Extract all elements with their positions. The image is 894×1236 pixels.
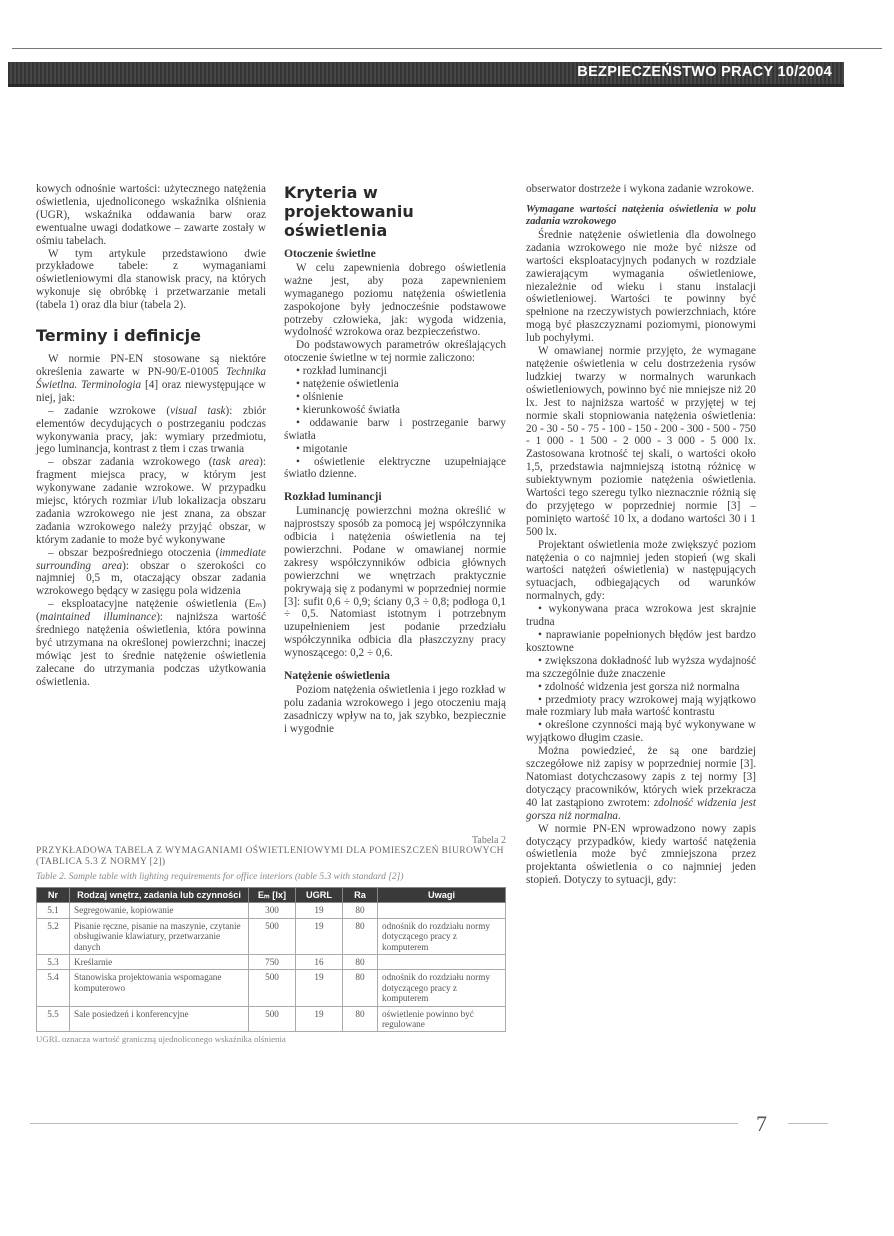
paragraph: W normie PN-EN stosowane są niektóre określenia zawarte w PN-90/E-01005 Technika Świetlna. Terminologia [4] oraz niewystępujące w niej, jak: xyxy=(36,353,266,404)
table-header-row xyxy=(37,888,506,903)
page-number: 7 xyxy=(756,1111,767,1136)
paragraph: Luminancję powierzchni można określić w najprostszy sposób za pomocą jej współczynnika odbicia i natężenia oświetlenia na tej powierzchni. Podane w omawianej normie zakresy współczynników odbicia głównych powierzchni we wnętrzach praktycznie pokrywają się z podanymi w poprzedniej normie [3]: sufit 0,6 ÷ 0,9; ściany 0,3 ÷ 0,8; podłoga 0,1 ÷ 0,5. Natomiast istotnym i potrzebnym uzupełnieniem jest podanie przedziału współczynnika odbicia dla płaszczyzny pracy wynoszącego: 0,2 ÷ 0,6. xyxy=(284,505,506,660)
subsection-title: Natężenie oświetlenia xyxy=(284,669,390,683)
cell-activity: Segregowanie, kopiowanie xyxy=(70,903,249,918)
list-item: • kierunkowość światła xyxy=(296,403,400,416)
top-rule xyxy=(12,48,882,49)
table-row xyxy=(37,903,506,918)
column-3 xyxy=(526,183,756,887)
cell-remarks: oświetlenie powinno być regulowane xyxy=(378,1006,506,1032)
column-header: Nr xyxy=(37,888,70,903)
table-2-block xyxy=(36,835,506,1044)
list-item: • rozkład luminancji xyxy=(296,365,387,378)
lighting-requirements-table xyxy=(36,887,506,1032)
table-row xyxy=(37,918,506,954)
cell-activity: Pisanie ręczne, pisanie na maszynie, czytanie obsługiwanie klawiatury, przetwarzanie danych xyxy=(70,918,249,954)
cell-ugr: 19 xyxy=(296,918,343,954)
subsection-title: Wymagane wartości natężenia oświetlenia w polu zadania wzrokowego xyxy=(526,203,756,227)
cell-nr: 5.3 xyxy=(37,955,70,970)
table-caption-english: Table 2. Sample table with lighting requirements for office interiors (table 5.3 with standard [2]) xyxy=(36,872,404,882)
column-header: Uwagi xyxy=(378,888,506,903)
paragraph: Średnie natężenie oświetlenia dla dowolnego zadania wzrokowego nie może być niższe od wartości eksploatacyjnych podanych w rozdziale zawierającym wymagania oświetleniowe, niezależnie od wieku i stanu instalacji oświetleniowej. Wartości te powinny być spełnione na rzeczywistych powierzchniach, które mogą być płaszczyznami poziomymi, pionowymi lub pochyłymi. xyxy=(526,228,756,345)
subsection-title: Rozkład luminancji xyxy=(284,490,382,504)
paragraph: Projektant oświetlenia może zwiększyć poziom natężenia o co najmniej jeden stopień (wg skali wartości natężeń oświetlenia) w następujących sytuacjach, odbiegających od warunków normalnych, gdy: xyxy=(526,538,756,603)
paragraph: obserwator dostrzeże i wykona zadanie wzrokowe. xyxy=(526,183,755,195)
paragraph: W omawianej normie przyjęto, że wymagane natężenie oświetlenia w celu dostrzeżenia rysów ludzkiej twarzy w normalnych warunkach oświetleniowych, powinno być nie mniejsze niż 20 lx. Jest to najniższa wartość w przyjętej w tej normie skali stopniowania natężenia oświetlenia: 20 - 30 - 50 - 75 - 100 - 150 - 200 - 300 - 500 - 750 - 1 000 - 1 500 - 2 000 - 3 000 - 5 000 lx. Zastosowana krotność tej skali, o wartości około 1,5, przedstawia najmniejszą istotną różnicę w subiektywnym poziomie natężenia oświetlenia. Wartości tego szeregu tylko nieznacznie różnią się do przyjętego w poprzedniej normie [3] – pominięto wartość 10 lx, a dodano wartości 30 i 1 500 lx. xyxy=(526,345,756,538)
table-row xyxy=(37,955,506,970)
list-item: • oświetlenie elektryczne uzupełniające światło dzienne. xyxy=(284,455,506,481)
table-row xyxy=(37,1006,506,1032)
paragraph: Do podstawowych parametrów określających otoczenie świetlne w tej normie zaliczono: xyxy=(284,339,506,365)
table-row xyxy=(37,970,506,1006)
definition: – eksploatacyjne natężenie oświetlenia (Eₘ) (maintained illuminance): najniższa wartość średniego natężenia oświetlenia, która powinna być utrzymana na określonej powierzchni; inaczej mówiąc jest to średnie natężenie oświetlenia zalecane do utrzymania podczas użytkowania oświetlenia. xyxy=(36,598,266,688)
cell-nr: 5.2 xyxy=(37,918,70,954)
list-item: • przedmioty pracy wzrokowej mają wyjątkowo małe rozmiary lub mała wartość kontrastu xyxy=(526,693,756,719)
cell-em: 500 xyxy=(249,918,296,954)
list-item: • zdolność widzenia jest gorsza niż normalna xyxy=(538,680,740,693)
cell-ra: 80 xyxy=(343,1006,378,1032)
column-header: Rodzaj wnętrz, zadania lub czynności xyxy=(70,888,249,903)
cell-nr: 5.5 xyxy=(37,1006,70,1032)
cell-em: 500 xyxy=(249,1006,296,1032)
cell-ra: 80 xyxy=(343,955,378,970)
section-title: Terminy i definicje xyxy=(36,326,201,346)
cell-ugr: 19 xyxy=(296,1006,343,1032)
column-2 xyxy=(284,183,506,736)
cell-ra: 80 xyxy=(343,970,378,1006)
definition: – zadanie wzrokowe (visual task): zbiór elementów decydujących o postrzeganiu podczas wykonywania pracy, jak: wymiary przedmiotu, jego luminancja, kontrast z tłem i czas trwania xyxy=(36,404,267,456)
list-item: • zwiększona dokładność lub wyższa wydajność ma szczególnie duże znaczenie xyxy=(526,654,756,680)
column-header: UGRL xyxy=(296,888,343,903)
list-item: • wykonywana praca wzrokowa jest skrajnie trudna xyxy=(526,603,756,629)
cell-activity: Sale posiedzeń i konferencyjne xyxy=(70,1006,249,1032)
paragraph: Można powiedzieć, że są one bardziej szczegółowe niż zapisy w poprzedniej normie [3]. Natomiast dotychczasowy zapis z tej normy [3] dotyczący pracowników, których wiek przekracza 40 lat zastąpiono zwrotem: zdolność widzenia jest gorsza niż normalna. xyxy=(526,745,756,822)
list-item: • oddawanie barw i postrzeganie barwy światła xyxy=(284,416,506,442)
table-caption: PRZYKŁADOWA TABELA Z WYMAGANIAMI OŚWIETLENIOWYMI DLA POMIESZCZEŃ BIUROWYCH (TABLICA 5.3 Z NORMY [2]) xyxy=(36,846,504,867)
table-number: Tabela 2 xyxy=(471,835,506,846)
section-title: Kryteria w projektowaniu oświetlenia xyxy=(284,183,414,240)
list-item: • określone czynności mają być wykonywane w wyjątkowo długim czasie. xyxy=(526,719,756,745)
paragraph: W tym artykule przedstawiono dwie przykładowe tabele: z wymaganiami oświetleniowymi dla stanowisk pracy, na których wykonuje się obróbkę i przetwarzanie metali (tabela 1) oraz dla biur (tabela 2). xyxy=(36,247,266,312)
definition: – obszar bezpośredniego otoczenia (immediate surrounding area): obszar o szerokości co najmniej 0,5 m, otaczający obszar zadania wzrokowego będący w zasięgu pola widzenia xyxy=(36,546,266,598)
cell-remarks xyxy=(378,955,506,970)
cell-em: 300 xyxy=(249,903,296,918)
cell-ugr: 19 xyxy=(296,903,343,918)
paragraph: kowych odnośnie wartości: użytecznego natężenia oświetlenia, ujednoliconego wskaźnika olśnienia (UGR), wskaźnika oddawania barw oraz ewentualne uwagi dodatkowe – zawarte zostały w ośmiu tabelach. xyxy=(36,183,266,247)
cell-nr: 5.1 xyxy=(37,903,70,918)
subsection-title: Otoczenie świetlne xyxy=(284,247,376,260)
cell-remarks: odnośnik do rozdziału normy dotyczącego pracy z komputerem xyxy=(378,970,506,1006)
cell-activity: Kreślarnie xyxy=(70,955,249,970)
column-header: Eₘ [lx] xyxy=(249,888,296,903)
cell-ra: 80 xyxy=(343,903,378,918)
table-footnote: UGRL oznacza wartość graniczną ujednoliconego wskaźnika olśnienia xyxy=(36,1034,286,1045)
cell-remarks xyxy=(378,903,506,918)
list-item: • natężenie oświetlenia xyxy=(296,378,399,391)
cell-ugr: 19 xyxy=(296,970,343,1006)
list-item: • olśnienie xyxy=(296,390,344,403)
definition: – obszar zadania wzrokowego (task area): fragment miejsca pracy, w którym jest wykonywane zadanie wzrokowe. W przypadku miejsc, których rozmiar i/lub lokalizacja obszaru zadania wzrokowego nie jest znana, za obszar zadania wzrokowego należy przyjąć obszar, w którym zadanie to może być wykonywane xyxy=(36,456,266,546)
paragraph: W normie PN-EN wprowadzono nowy zapis dotyczący przypadków, kiedy wartość natężenia oświetlenia może być zmniejszona przez projektanta oświetlenia o co najmniej jeden stopień. Dotyczy to sytuacji, gdy: xyxy=(526,822,756,887)
paragraph: W celu zapewnienia dobrego oświetlenia ważne jest, aby poza zapewnieniem wymaganego poziomu natężenia oświetlenia zaspokojone były jednocześnie podstawowe potrzeby człowieka, jak: wygoda widzenia, wydolność wzrokowa oraz bezpieczeństwo. xyxy=(284,261,506,339)
column-1 xyxy=(36,183,266,689)
column-header: Ra xyxy=(343,888,378,903)
paragraph: Poziom natężenia oświetlenia i jego rozkład w polu zadania wzrokowego i jego otoczeniu mają zasadniczy wpływ na to, jak szybko, bezpiecznie i wygodnie xyxy=(284,684,506,735)
header-banner xyxy=(8,62,844,87)
cell-ugr: 16 xyxy=(296,955,343,970)
list-item: • migotanie xyxy=(296,442,348,455)
cell-remarks: odnośnik do rozdziału normy dotyczącego pracy z komputerem xyxy=(378,918,506,954)
footer-rule xyxy=(30,1123,738,1124)
list-item: • naprawianie popełnionych błędów jest bardzo kosztowne xyxy=(526,629,756,654)
cell-nr: 5.4 xyxy=(37,970,70,1006)
cell-ra: 80 xyxy=(343,918,378,954)
cell-em: 500 xyxy=(249,970,296,1006)
cell-em: 750 xyxy=(249,955,296,970)
journal-title: BEZPIECZEŃSTWO PRACY 10/2004 xyxy=(577,64,832,80)
cell-activity: Stanowiska projektowania wspomagane komputerowo xyxy=(70,970,249,1006)
footer-rule xyxy=(788,1123,828,1124)
